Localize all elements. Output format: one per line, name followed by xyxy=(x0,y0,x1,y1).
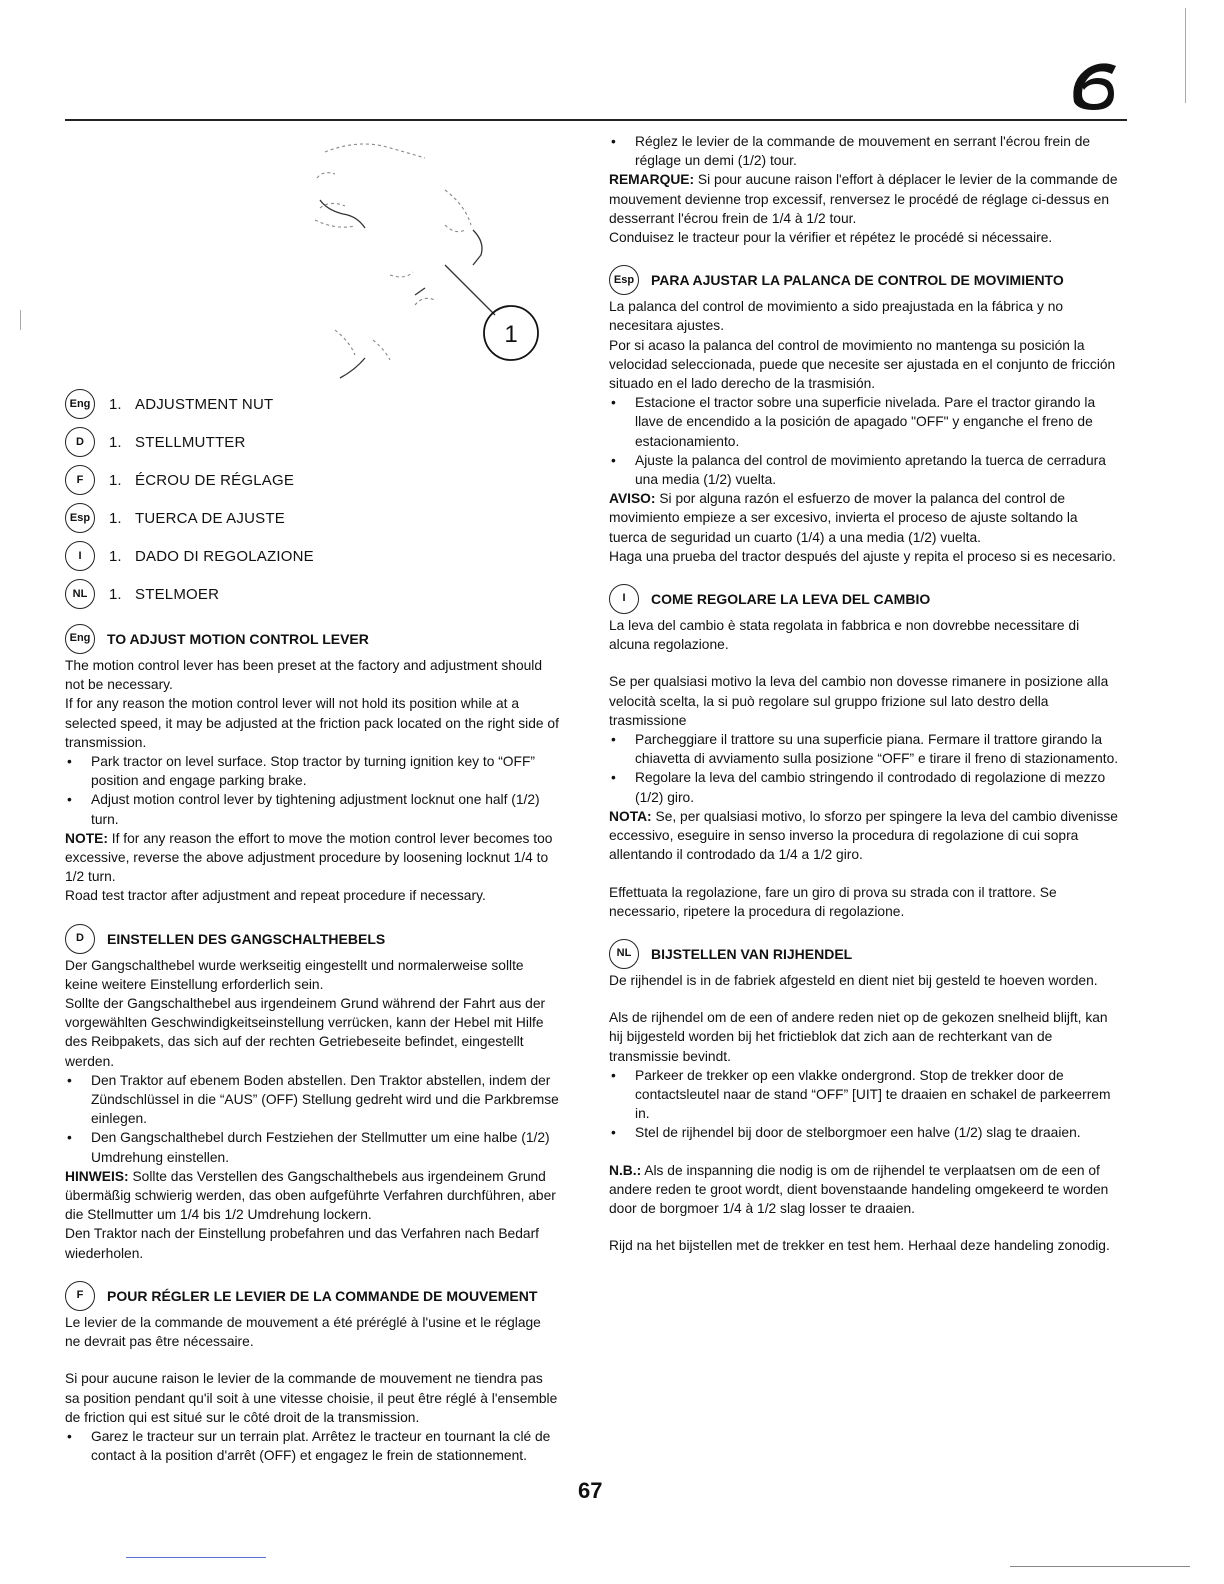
bullet-list xyxy=(609,730,1119,807)
note xyxy=(609,807,1119,865)
legend-number: 1. xyxy=(109,433,122,451)
section-title: BIJSTELLEN VAN RIJHENDEL xyxy=(651,945,853,962)
note-label: REMARQUE: xyxy=(609,172,695,188)
note-text: Als de inspanning die nodig is om de rijhendel te verplaatsen om de een of andere reden te groot wordt, dient bovenstaande handeling omgekeerd te worden door de borgmoer 1/4 à 1/2 slag losser te draaien. xyxy=(609,1162,1109,1216)
paragraph: Le levier de la commande de mouvement a été préréglé à l'usine et le réglage ne devrait pas être nécessaire. xyxy=(65,1314,541,1350)
paragraph: Rijd na het bijstellen met de trekker en test hem. Herhaal deze handeling zonodig. xyxy=(609,1238,1110,1254)
language-fr-icon: F xyxy=(65,465,95,495)
list-item: • Garez le tracteur sur un terrain plat. Arrêtez le tracteur en tournant la clé de contact à la position d'arrêt (OFF) et engagez le frein de stationnement. xyxy=(65,1427,560,1465)
section-title: POUR RÉGLER LE LEVIER DE LA COMMANDE DE MOUVEMENT xyxy=(107,1287,538,1304)
list-item: • Den Gangschalthebel durch Festziehen der Stellmutter um eine halbe (1/2) Umdrehung einstellen. xyxy=(65,1128,560,1166)
language-de-icon: D xyxy=(65,924,95,954)
paragraph: Haga una prueba del tractor después del ajuste y repita el proceso si es necesario. xyxy=(609,548,1116,564)
section-title: TO ADJUST MOTION CONTROL LEVER xyxy=(107,631,369,647)
legend-text: STELLMUTTER xyxy=(135,433,246,451)
legend-text: ADJUSTMENT NUT xyxy=(135,395,274,413)
section-italian xyxy=(609,584,1119,921)
scan-edge-line xyxy=(1185,8,1186,103)
paragraph: Se per qualsiasi motivo la leva del cambio non dovesse rimanere in posizione alla velocità scelta, la si può regolare sul gruppo frizione sul lato destro della trasmissione xyxy=(609,674,1109,728)
list-item: • Parkeer de trekker op een vlakke ondergrond. Stop de trekker door de contactsleutel naar de stand “OFF” [UIT] te draaien en schakel de parkeerrem in. xyxy=(609,1066,1119,1124)
language-fr-icon: F xyxy=(65,1281,95,1311)
footer-rule-left xyxy=(126,1557,266,1558)
legend-item-nl xyxy=(65,575,565,613)
paragraph: De rijhendel is in de fabriek afgesteld en dient niet bij gesteld te hoeven worden. xyxy=(609,972,1098,988)
legend-number: 1. xyxy=(109,471,122,489)
paragraph: La palanca del control de movimiento a sido preajustada en la fábrica y no necesitara ajustes. xyxy=(609,299,1064,334)
paragraph: Conduisez le tracteur pour la vérifier et répétez le procédé si nécessaire. xyxy=(609,230,1053,246)
section-heading xyxy=(609,584,1119,614)
paragraph: Road test tractor after adjustment and repeat procedure if necessary. xyxy=(65,888,486,904)
list-item: • Réglez le levier de la commande de mouvement en serrant l'écrou frein de réglage un demi (1/2) tour. xyxy=(609,132,1119,170)
section-heading xyxy=(65,924,560,954)
language-nl-icon: NL xyxy=(609,939,639,969)
note xyxy=(65,1167,560,1225)
section-heading xyxy=(609,939,1119,969)
adjustment-nut-illustration xyxy=(295,130,585,395)
note-label: AVISO: xyxy=(609,491,656,507)
section-title: PARA AJUSTAR LA PALANCA DE CONTROL DE MOVIMIENTO xyxy=(651,272,1064,289)
note-label: NOTA: xyxy=(609,808,652,824)
language-es-icon: Esp xyxy=(609,265,639,295)
bullet-list xyxy=(65,1071,560,1167)
legend-text: ÉCROU DE RÉGLAGE xyxy=(135,471,295,489)
chapter-number: 6 xyxy=(1089,85,1101,107)
list-item: • Regolare la leva del cambio stringendo il controdado di regolazione di mezzo (1/2) giro. xyxy=(609,768,1119,806)
language-nl-icon: NL xyxy=(65,579,95,609)
language-it-icon: I xyxy=(65,541,95,571)
list-item: • Parcheggiare il trattore su una superficie piana. Fermare il trattore girando la chiavetta di avviamento sulla posizione “OFF” e tirare il freno di stazionamento. xyxy=(609,730,1119,768)
note-text: Si por alguna razón el esfuerzo de mover la palanca del control de movimiento empieze a ser excesivo, invierta el proceso de ajuste soltando la tuerca de seguridad un cuarto (1/4) a una media (1/2) vuelta. xyxy=(609,491,1078,545)
parts-legend xyxy=(65,385,565,613)
paragraph: Den Traktor nach der Einstellung probefahren und das Verfahren nach Bedarf wiederholen. xyxy=(65,1226,539,1261)
bullet-list xyxy=(65,1427,560,1465)
chapter-badge xyxy=(1068,58,1122,110)
section-dutch xyxy=(609,939,1119,1255)
paragraph: The motion control lever has been preset at the factory and adjustment should not be necessary. xyxy=(65,658,543,693)
paragraph: If for any reason the motion control lever will not hold its position while at a selected speed, it may be adjusted at the friction pack located on the right side of transmission. xyxy=(65,696,559,750)
footer-rule-right xyxy=(1010,1566,1190,1567)
legend-number: 1. xyxy=(109,585,122,603)
note-label: NOTE: xyxy=(65,830,108,846)
note-text: Sollte das Verstellen des Gangschalthebels aus irgendeinem Grund übermäßig schwierig werden, das oben aufgeführte Verfahren durchführen, aber die Stellmutter um 1/4 bis 1/2 Umdrehung lockern. xyxy=(65,1168,556,1223)
paragraph: Effettuata la regolazione, fare un giro di prova su strada con il trattore. Se necessario, ripetere la procedura di regolazione. xyxy=(609,884,1057,919)
section-heading xyxy=(65,624,560,654)
legend-item-de xyxy=(65,423,565,461)
legend-text: TUERCA DE AJUSTE xyxy=(135,509,285,527)
section-title: COME REGOLARE LA LEVA DEL CAMBIO xyxy=(651,591,931,608)
list-item: • Estacione el tractor sobre una superficie nivelada. Pare el tractor girando la llave de encendido a la posición de apagado "OFF" y enganche el freno de estacionamiento. xyxy=(609,393,1119,451)
paragraph: Si pour aucune raison le levier de la commande de mouvement ne tiendra pas sa position pendant qu'il soit à une vitesse choisie, il peut être réglé à l'ensemble de friction qui est situé sur le côté droit de la transmission. xyxy=(65,1371,558,1425)
section-german xyxy=(65,924,560,1263)
section-french-continued xyxy=(609,132,1119,247)
note-text: Si pour aucune raison l'effort à déplacer le levier de la commande de mouvement devienne trop excessif, renversez le procédé de réglage ci-dessus en desserrant l'écrou frein de 1/4 à 1/2 tour. xyxy=(609,172,1118,226)
legend-number: 1. xyxy=(109,509,122,527)
paragraph: Sollte der Gangschalthebel aus irgendeinem Grund während der Fahrt aus der vorgewählten Geschwindigkeitseinstellung verrücken, kann der Hebel mit Hilfe des Reibpakets, das sich auf der rechten Getriebeseite befindet, eingestellt werden. xyxy=(65,996,546,1069)
page-number: 67 xyxy=(578,1478,603,1503)
bullet-list xyxy=(609,132,1119,170)
scan-edge-mark xyxy=(20,310,21,330)
language-eng-icon: Eng xyxy=(65,389,95,419)
legend-item-eng xyxy=(65,385,565,423)
list-item: • Park tractor on level surface. Stop tractor by turning ignition key to “OFF” position and engage parking brake. xyxy=(65,752,560,790)
bullet-list xyxy=(65,752,560,829)
section-title: EINSTELLEN DES GANGSCHALTHEBELS xyxy=(107,930,386,947)
section-heading xyxy=(65,1281,560,1311)
section-english xyxy=(65,624,560,906)
legend-item-it xyxy=(65,537,565,575)
note-label: HINWEIS: xyxy=(65,1168,129,1184)
bullet-list xyxy=(609,1066,1119,1143)
note xyxy=(609,170,1119,228)
note-label: N.B.: xyxy=(609,1162,642,1178)
left-column xyxy=(65,624,560,1483)
paragraph: Als de rijhendel om de een of andere reden niet op de gekozen snelheid blijft, kan hij bijgesteld worden bij het frictieblok dat zich aan de rechterkant van de transmissie bevindt. xyxy=(609,1010,1108,1064)
section-heading xyxy=(609,265,1119,295)
list-item: • Stel de rijhendel bij door de stelborgmoer een halve (1/2) slag te draaien. xyxy=(609,1123,1119,1142)
legend-number: 1. xyxy=(109,395,122,413)
note xyxy=(609,1161,1119,1219)
note xyxy=(65,829,560,887)
language-eng-icon: Eng xyxy=(65,624,95,654)
list-item: • Adjust motion control lever by tightening adjustment locknut one half (1/2) turn. xyxy=(65,790,560,828)
list-item: • Ajuste la palanca del control de movimiento apretando la tuerca de cerradura una media (1/2) vuelta. xyxy=(609,451,1119,489)
note-text: Se, per qualsiasi motivo, lo sforzo per spingere la leva del cambio divenisse eccessivo, eseguire in senso inverso la procedura di regolazione di cui sopra allentando il controdado da 1/4 a 1/2 giro. xyxy=(609,808,1118,863)
legend-item-fr xyxy=(65,461,565,499)
legend-number: 1. xyxy=(109,547,122,565)
list-item: • Den Traktor auf ebenem Boden abstellen. Den Traktor abstellen, indem der Zündschlüssel in die “AUS” (OFF) Stellung gedreht wird und die Parkbremse einlegen. xyxy=(65,1071,560,1129)
language-es-icon: Esp xyxy=(65,503,95,533)
note xyxy=(609,489,1119,547)
section-french xyxy=(65,1281,560,1465)
header-rule xyxy=(65,119,1127,121)
bullet-list xyxy=(609,393,1119,489)
paragraph: La leva del cambio è stata regolata in fabbrica e non dovrebbe necessitare di alcuna regolazione. xyxy=(609,618,1080,653)
right-column xyxy=(609,132,1119,1273)
language-it-icon: I xyxy=(609,584,639,614)
legend-item-es xyxy=(65,499,565,537)
section-spanish xyxy=(609,265,1119,566)
language-de-icon: D xyxy=(65,427,95,457)
legend-text: DADO DI REGOLAZIONE xyxy=(135,547,314,565)
note-text: If for any reason the effort to move the motion control lever becomes too excessive, reverse the above adjustment procedure by loosening locknut 1/4 to 1/2 turn. xyxy=(65,830,553,885)
paragraph: Der Gangschalthebel wurde werkseitig eingestellt und normalerweise sollte keine weitere Einstellung erforderlich sein. xyxy=(65,957,524,992)
legend-text: STELMOER xyxy=(135,585,220,603)
callout-number: 1 xyxy=(504,321,518,348)
paragraph: Por si acaso la palanca del control de movimiento no mantenga su posición la velocidad seleccionada, puede que necesite ser ajustada en el conjunto de fricción situado en el lado derecho de la trasmisión. xyxy=(609,337,1116,392)
